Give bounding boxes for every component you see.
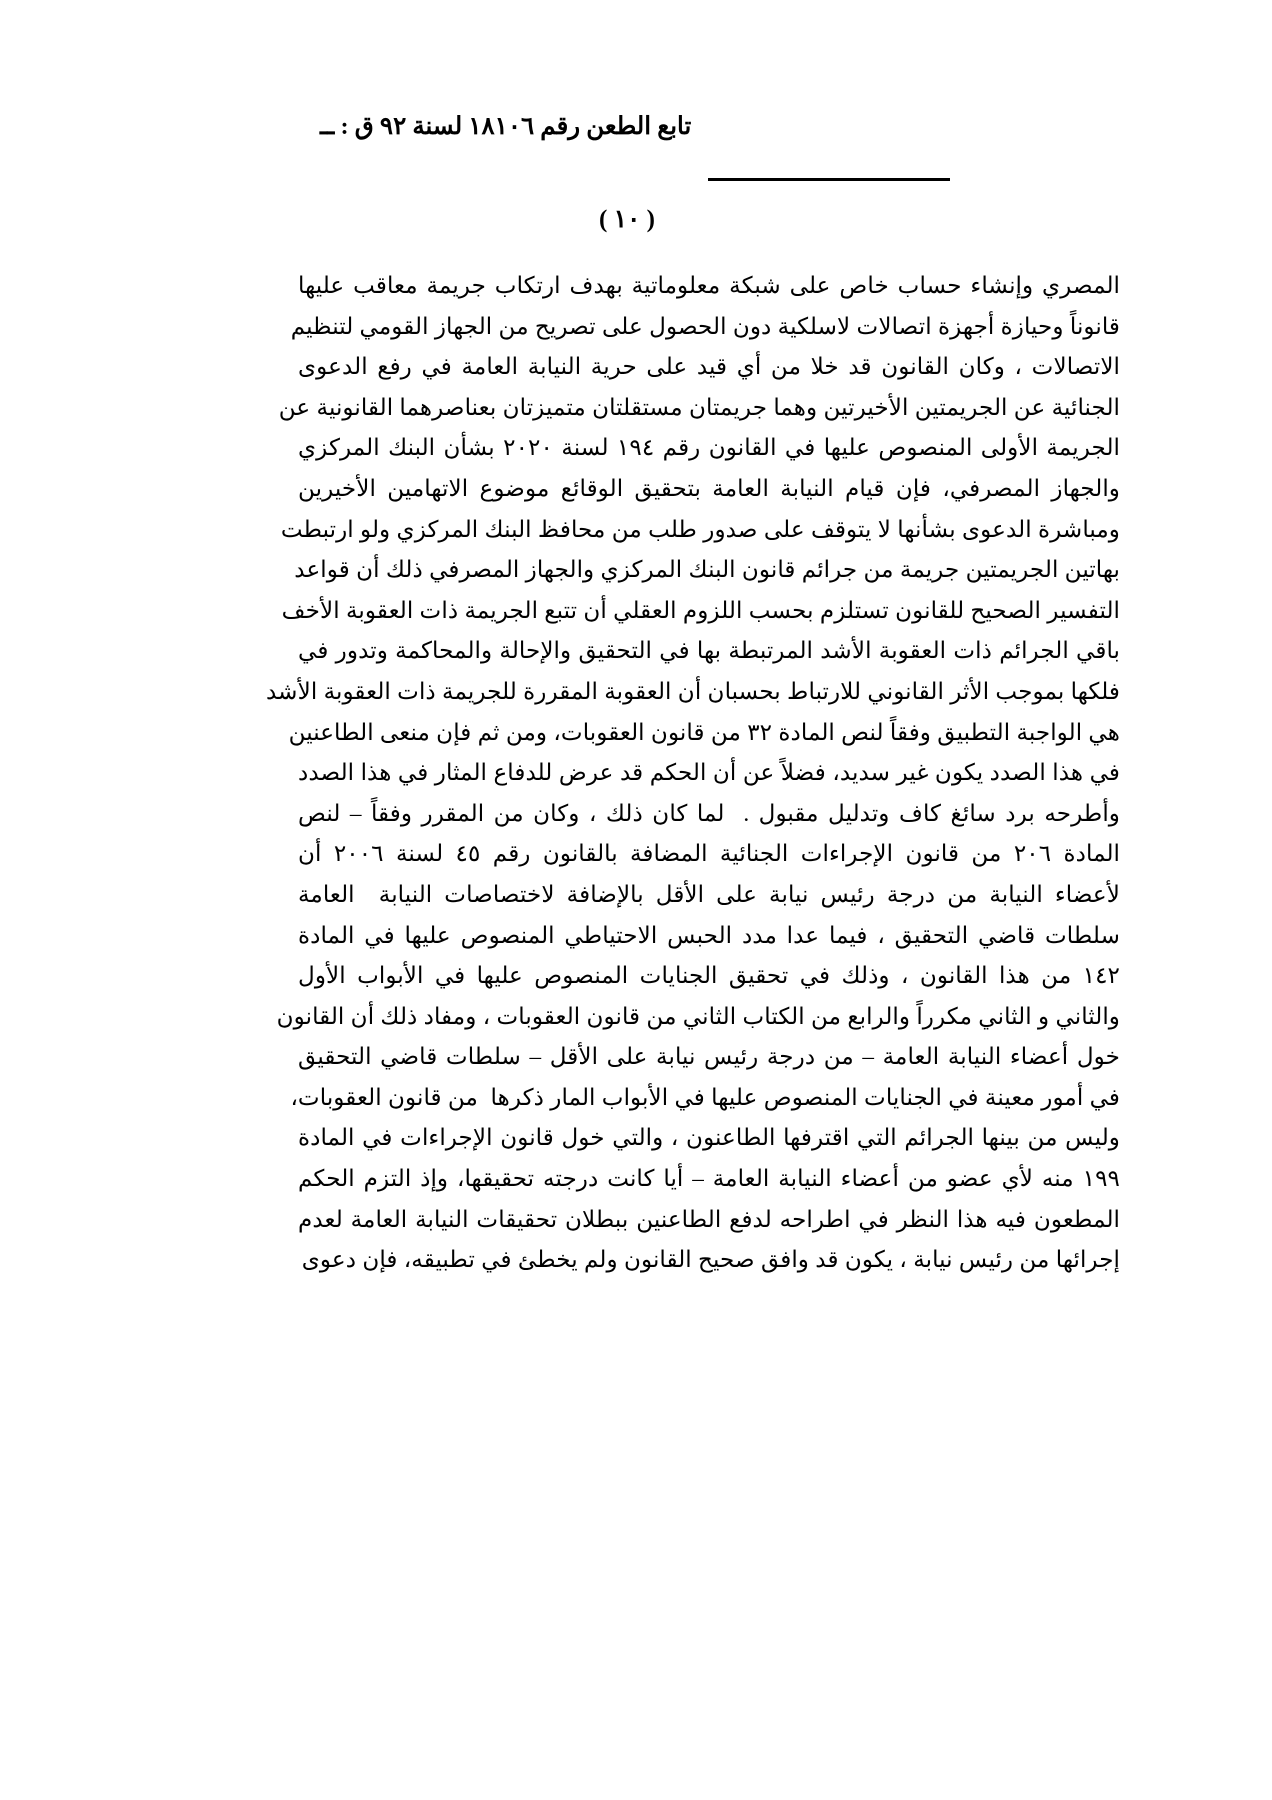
paragraph-line: والجهاز المصرفي، فإن قيام النيابة العامة بتحقيق الوقائع موضوع الاتهامين الأخيرين xyxy=(298,475,1120,502)
paragraph-line: التفسير الصحيح للقانون تستلزم بحسب اللزوم العقلي أن تتبع الجريمة ذات العقوبة الأخف xyxy=(281,597,1120,624)
paragraph-line: باقي الجرائم ذات العقوبة الأشد المرتبطة بها في التحقيق والإحالة والمحاكمة وتدور في xyxy=(298,638,1120,665)
paragraph-line: ١٩٩ منه لأي عضو من أعضاء النيابة العامة – أيا كانت درجته تحقيقها، وإذ التزم الحكم xyxy=(298,1166,1120,1193)
paragraph-line: المطعون فيه هذا النظر في اطراحه لدفع الطاعنين ببطلان تحقيقات النيابة العامة لعدم xyxy=(298,1206,1120,1233)
paragraph-line: الجريمة الأولى المنصوص عليها في القانون رقم ١٩٤ لسنة ٢٠٢٠ بشأن البنك المركزي xyxy=(298,435,1120,462)
paragraph-line: المصري وإنشاء حساب خاص على شبكة معلوماتية بهدف ارتكاب جريمة معاقب عليها xyxy=(298,273,1120,299)
paragraph-line: ١٤٢ من هذا القانون ، وذلك في تحقيق الجنايات المنصوص عليها في الأبواب الأول xyxy=(298,963,1120,990)
paragraph-line: هي الواجبة التطبيق وفقاً لنص المادة ٣٢ من قانون العقوبات، ومن ثم فإن منعى الطاعنين xyxy=(288,719,1120,746)
paragraph-line: الاتصالات ، وكان القانون قد خلا من أي قيد على حرية النيابة العامة في رفع الدعوى xyxy=(298,354,1120,381)
body-zone xyxy=(266,266,1120,1281)
header-zone xyxy=(320,112,950,143)
paragraph-line: في أمور معينة في الجنايات المنصوص عليها في الأبواب المار ذكرها من قانون العقوبات، xyxy=(290,1084,1120,1111)
paragraph-line: قانوناً وحيازة أجهزة اتصالات لاسلكية دون الحصول على تصريح من الجهاز القومي لتنظيم xyxy=(290,313,1120,340)
paragraph-line: وأطرحه برد سائغ كاف وتدليل مقبول . لما كان ذلك ، وكان من المقرر وفقاً – لنص xyxy=(298,800,1120,827)
paragraph-line: والثاني و الثاني مكرراً والرابع من الكتاب الثاني من قانون العقوبات ، ومفاد ذلك أن القانون xyxy=(276,1003,1120,1030)
paragraph-line: في هذا الصدد يكون غير سديد، فضلاً عن أن الحكم قد عرض للدفاع المثار في هذا الصدد xyxy=(298,760,1120,787)
paragraph-line: الجنائية عن الجريمتين الأخيرتين وهما جريمتان مستقلتان متميزتان بعناصرهما القانونية عن xyxy=(278,394,1120,421)
appeal-continuation-header: تابع الطعن رقم ١٨١٠٦ لسنة ٩٢ ق : ــ xyxy=(320,113,692,140)
paragraph-line: ومباشرة الدعوى بشأنها لا يتوقف على صدور طلب من محافظ البنك المركزي ولو ارتبطت xyxy=(280,516,1120,543)
paragraph-line: سلطات قاضي التحقيق ، فيما عدا مدد الحبس الاحتياطي المنصوص عليها في المادة xyxy=(298,922,1120,949)
page-number xyxy=(0,204,1272,234)
paragraph-line: خول أعضاء النيابة العامة – من درجة رئيس نيابة على الأقل – سلطات قاضي التحقيق xyxy=(298,1044,1120,1071)
header-divider xyxy=(708,178,950,181)
paragraph-line: لأعضاء النيابة من درجة رئيس نيابة على الأقل بالإضافة لاختصاصات النيابة العامة xyxy=(298,881,1120,908)
paragraph-line: بهاتين الجريمتين جريمة من جرائم قانون البنك المركزي والجهاز المصرفي ذلك أن قواعد xyxy=(294,557,1120,584)
paragraph-line: المادة ٢٠٦ من قانون الإجراءات الجنائية المضافة بالقانون رقم ٤٥ لسنة ٢٠٠٦ أن xyxy=(298,841,1120,868)
paragraph-line: وليس من بينها الجرائم التي اقترفها الطاعنون ، والتي خول قانون الإجراءات في المادة xyxy=(298,1125,1120,1152)
paragraph-line: فلكها بموجب الأثر القانوني للارتباط بحسبان أن العقوبة المقررة للجريمة ذات العقوبة الأشد xyxy=(266,678,1120,705)
paragraph-line: إجرائها من رئيس نيابة ، يكون قد وافق صحيح القانون ولم يخطئ في تطبيقه، فإن دعوى xyxy=(301,1247,1120,1274)
page-number-value: ( ١٠ ) xyxy=(598,206,655,233)
judgment-paragraph xyxy=(266,266,1120,1281)
